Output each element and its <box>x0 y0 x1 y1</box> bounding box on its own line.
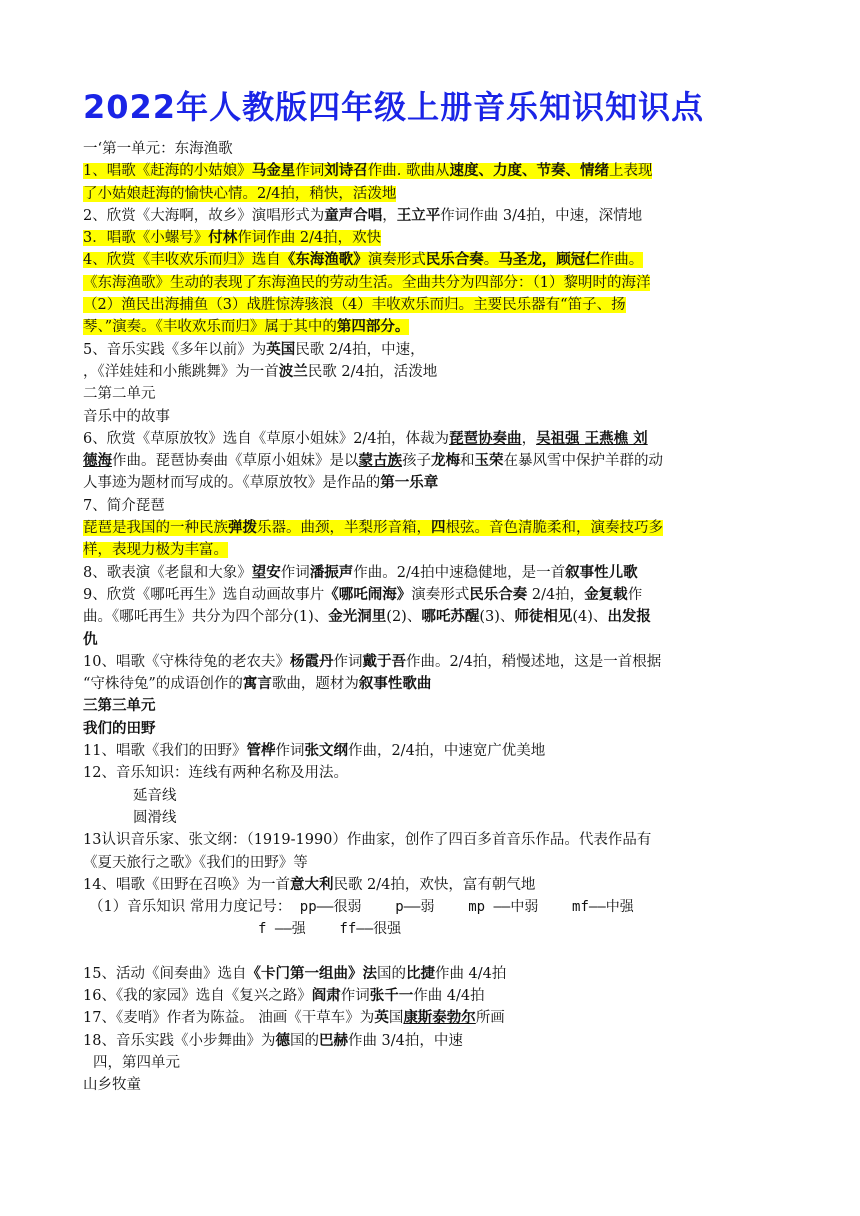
item-17: 17、《麦哨》作者为陈益。 油画《干草车》为英国康斯泰勃尔所画 <box>83 1009 505 1027</box>
item-8: 8、歌表演《老鼠和大象》望安作词潘振声作曲。2/4拍中速稳健地，是一首叙事性儿歌 <box>83 563 638 581</box>
unit3-subtitle: 我们的田野 <box>83 719 156 737</box>
item-13-line-1: 13认识音乐家、张文纲：（1919-1990）作曲家，创作了四百多首音乐作品。代表作品有 <box>83 832 652 849</box>
item-13-line-2: 《夏天旅行之歌》《我们的田野》等 <box>83 854 308 871</box>
unit1-heading: 一‘第一单元：东海渔歌 <box>83 141 233 157</box>
item-10-line-2: “守株待兔”的成语创作的寓言歌曲，题材为叙事性歌曲 <box>83 675 432 693</box>
item-4-line-2: 《东海渔歌》生动的表现了东海渔民的劳动生活。全曲共分为四部分：（1）黎明时的海洋 <box>83 274 651 291</box>
unit4-heading: 四，第四单元 <box>93 1054 180 1071</box>
item-5-line-2: ，《洋娃娃和小熊跳舞》为一首波兰民歌 2/4拍，活泼地 <box>83 362 438 380</box>
item-16: 16、《我的家园》选自《复兴之路》阎肃作词张千一作曲 4/4拍 <box>83 986 485 1004</box>
spacer <box>83 941 783 963</box>
item-9-line-1: 9、欣赏《哪吒再生》选自动画故事片《哪吒闹海》演奏形式民乐合奏 2/4拍，金复载作 <box>83 585 643 603</box>
item-15: 15、活动《间奏曲》选自《卡门第一组曲》法国的比捷作曲 4/4拍 <box>83 964 507 982</box>
unit3-heading: 三第三单元 <box>83 697 156 715</box>
item-14-dynamics-line-1: （1）音乐知识 常用力度记号： pp——很弱 p——弱 mp ——中弱 mf——中强 <box>89 899 634 916</box>
item-9-line-2: 曲。《哪吒再生》共分为四个部分(1)、金光洞里(2)、哪吒苏醒(3)、师徒相见(4)、出发报 <box>83 608 651 626</box>
item-7: 7、简介琵琶 <box>83 497 165 514</box>
item-10-line-1: 10、唱歌《守株待兔的老农夫》杨霞丹作词戴于吾作曲。2/4拍，稍慢述地，这是一首根据 <box>83 652 662 670</box>
item-4-line-4: 琴、”演奏。《丰收欢乐而归》属于其中的第四部分。 <box>83 318 410 336</box>
item-9-line-3: 仇 <box>83 630 98 648</box>
unit4-subtitle: 山乡牧童 <box>83 1077 141 1094</box>
item-12-sustain-line: 延音线 <box>133 787 177 804</box>
page-title: 2022年人教版四年级上册音乐知识知识点 <box>83 88 705 126</box>
item-3: 3．唱歌《小螺号》付林作词作曲 2/4拍，欢快 <box>83 229 382 247</box>
item-12-slur-line: 圆滑线 <box>133 809 177 826</box>
item-14: 14、唱歌《田野在召唤》为一首意大利民歌 2/4拍，欢快，富有朝气地 <box>83 875 536 893</box>
unit2-subtitle: 音乐中的故事 <box>83 408 170 425</box>
item-2: 2、欣赏《大海啊，故乡》演唱形式为童声合唱，王立平作词作曲 3/4拍，中速，深情地 <box>83 206 643 224</box>
item-1-line-1: 1、唱歌《赶海的小姑娘》马金星作词刘诗召作曲. 歌曲从速度、力度、节奏、情绪上表现 <box>83 162 653 180</box>
unit2-heading: 二第二单元 <box>83 386 156 403</box>
item-18: 18、音乐实践《小步舞曲》为德国的巴赫作曲 3/4拍，中速 <box>83 1031 463 1049</box>
item-12: 12、音乐知识：连线有两种名称及用法。 <box>83 765 348 782</box>
item-7-line-2: 样，表现力极为丰富。 <box>83 542 228 559</box>
item-4-line-1: 4、欣赏《丰收欢乐而归》选自《东海渔歌》演奏形式民乐合奏。马圣龙，顾冠仁作曲。 <box>83 251 644 269</box>
item-14-dynamics-line-2: f ——强 ff——很强 <box>258 921 402 938</box>
item-6-line-2: 德海作曲。琵琶协奏曲《草原小姐妹》是以蒙古族孩子龙梅和玉荣在暴风雪中保护羊群的动 <box>83 452 663 470</box>
item-4-line-3: （2）渔民出海捕鱼（3）战胜惊涛骇浪（4）丰收欢乐而归。主要民乐器有“笛子、扬 <box>83 297 626 314</box>
item-5: 5、音乐实践《多年以前》为英国民歌 2/4拍，中速， <box>83 340 425 358</box>
item-1-line-2: 了小姑娘赶海的愉快心情。2/4拍，稍快，活泼地 <box>83 185 397 202</box>
item-11: 11、唱歌《我们的田野》管桦作词张文纲作曲，2/4拍，中速宽广优美地 <box>83 742 546 760</box>
document-page <box>83 82 783 1096</box>
item-6-line-3: 人事迹为题材而写成的。《草原放牧》是作品的第一乐章 <box>83 474 439 492</box>
item-7-line-1: 琵琶是我国的一种民族弹拨乐器。曲颈，半梨形音箱，四根弦。音色清脆柔和，演奏技巧多 <box>83 519 663 537</box>
item-6-line-1: 6、欣赏《草原放牧》选自《草原小姐妹》2/4拍，体裁为琵琶协奏曲，吴祖强 王燕樵 刘 <box>83 429 648 447</box>
